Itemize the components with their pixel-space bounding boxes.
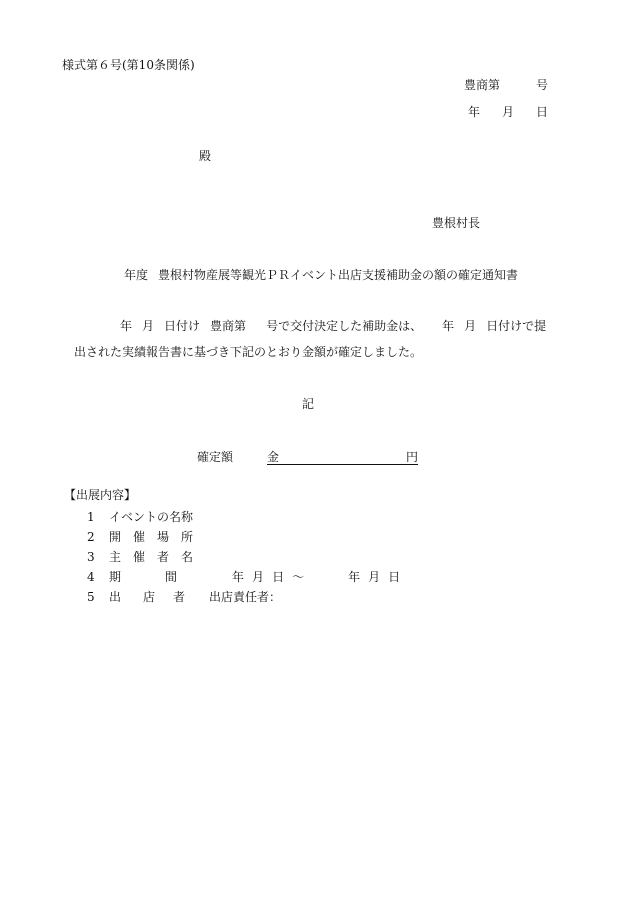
title-year-label: 年度 [124, 268, 149, 282]
item-label-char: 開 [109, 530, 122, 544]
document-date [468, 106, 548, 118]
item-label-char: 場 [157, 530, 170, 544]
list-item [87, 591, 281, 603]
doc-number-prefix: 豊商第 [463, 78, 500, 92]
period-year: 年 [232, 570, 245, 584]
doc-number-suffix: 号 [535, 78, 548, 92]
item-label: イベントの名称 [109, 510, 194, 524]
doc-date-day: 日 [535, 105, 548, 119]
section-heading: 【出展内容】 [64, 488, 137, 502]
body-month: 月 [142, 319, 155, 333]
list-item [87, 511, 193, 523]
item-label-char: 者 [173, 590, 186, 604]
period-month: 月 [252, 570, 265, 584]
item-label-char: 催 [133, 530, 146, 544]
item-number: 2 [87, 530, 95, 544]
item-number: 3 [87, 550, 95, 564]
body-line-end: 日付けで提 [486, 319, 547, 333]
body-line-1 [120, 320, 546, 332]
item-number: 1 [87, 510, 95, 524]
amount-label: 確定額 [197, 450, 234, 464]
amount-field [267, 451, 418, 465]
doc-date-year: 年 [467, 105, 480, 119]
sender-name: 豊根村長 [431, 216, 480, 230]
doc-date-month: 月 [501, 105, 514, 119]
body-text: 号で交付決定した補助金は、 [266, 319, 423, 333]
item-label-char: 所 [181, 530, 194, 544]
list-item [87, 571, 400, 583]
period-month-2: 月 [368, 570, 381, 584]
item-label-char: 期 [109, 570, 122, 584]
list-item [87, 531, 193, 543]
addressee-honorific: 殿 [199, 149, 212, 163]
item-label-char: 店 [143, 590, 156, 604]
body-day: 日付け [164, 319, 201, 333]
document-number [464, 79, 548, 91]
list-item [87, 551, 193, 563]
period-day: 日 [272, 570, 285, 584]
period-day-2: 日 [388, 570, 401, 584]
body-doc-prefix: 豊商第 [210, 319, 247, 333]
item-label-char: 間 [165, 570, 178, 584]
body-month-2: 月 [464, 319, 477, 333]
period-year-2: 年 [348, 570, 361, 584]
item-label-char: 催 [133, 550, 146, 564]
item-number: 5 [87, 590, 95, 604]
item-extra-label: 出店責任者： [209, 590, 282, 604]
item-label-char: 出 [109, 590, 122, 604]
body-year-2: 年 [442, 319, 455, 333]
item-label-char: 者 [157, 550, 170, 564]
document-title [124, 269, 518, 281]
body-line-2: 出された実績報告書に基づき下記のとおり金額が確定しました。 [74, 345, 423, 359]
item-label-char: 名 [181, 550, 194, 564]
period-tilde: ～ [292, 570, 305, 584]
item-label-char: 主 [109, 550, 122, 564]
item-number: 4 [87, 570, 95, 584]
amount-prefix: 金 [267, 450, 280, 464]
title-text: 豊根村物産展等観光ＰＲイベント出店支援補助金の額の確定通知書 [158, 268, 519, 282]
form-number: 様式第６号(第10条関係) [62, 58, 195, 72]
amount-unit: 円 [405, 450, 418, 464]
ki-marker: 記 [302, 397, 315, 411]
body-year: 年 [120, 319, 133, 333]
